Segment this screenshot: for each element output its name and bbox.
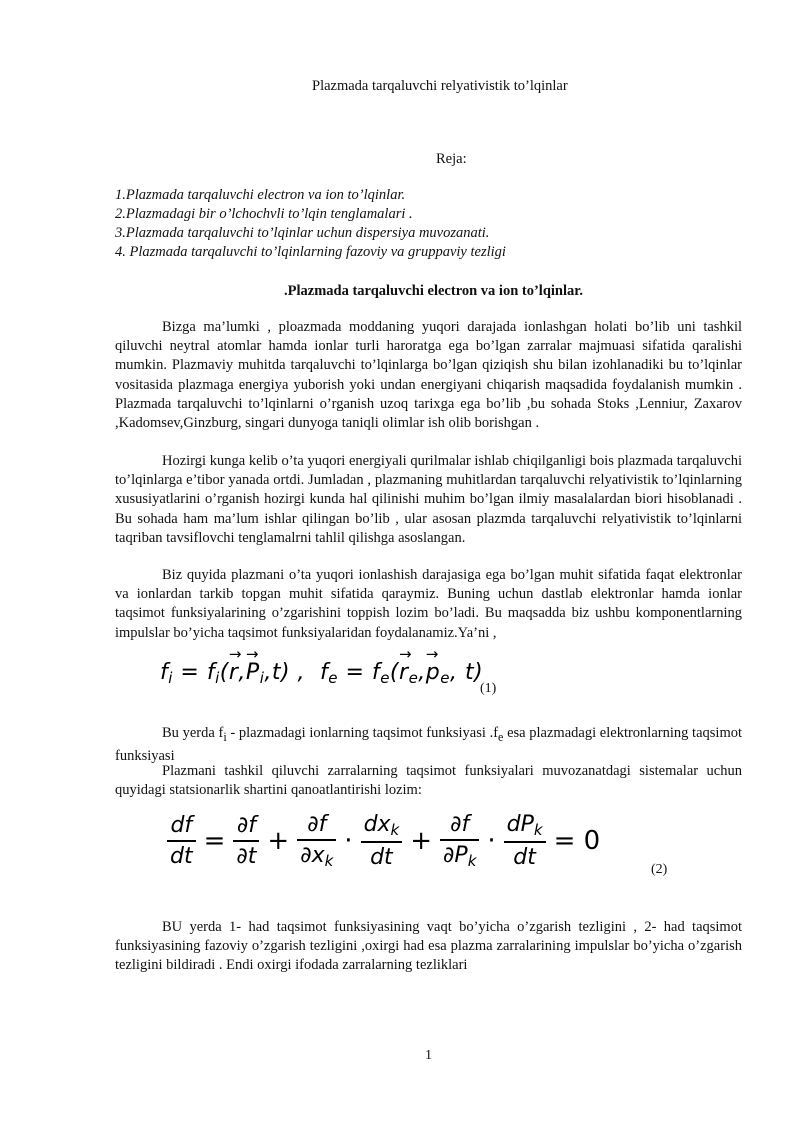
paragraph-distribution-functions [115,566,742,643]
paragraph-stationarity [115,762,742,800]
plan-item: 2.Plazmadagi bir o’lchochvli to’lqin tenglamalari . [115,206,413,222]
paragraph-text: BU yerda 1- had taqsimot funksiyasining vaqt bo’yicha o’zgarish tezligini , 2- had taqsimot funksiyasining fazoviy o’zgarish tezligini ,oxirgi had esa plazma zarralarining impulslar bo’yicha o’zgarish tezligini bildiradi . Endi oxirgi ifodada zarralarning tezliklari [115,919,742,974]
equation-1-number: (1) [480,681,497,696]
paragraph-text: esa plazmadagi elektronlarning taqsimot funksiyasi [115,725,742,765]
paragraph-text: Biz quyida plazmani o’ta yuqori ionlashish darajasiga ega bo’lgan muhit sifatida faqat elektronlar va ionlardan tarkib topgan muhit sifatida qaraymiz. Buning uchun dastlab elektronlar hamda ionlar taqsimot funksiyalarining o’zgarishini toppish lozim bo’ladi. Bu maqsadda biz ushbu komponentlarning impulslar bo’yicha taqsimot funksiyalaridan foydalanamiz.Ya’ni , [115,567,742,641]
equation-2-formula: $\frac{df}{dt}$ = $\frac{\partial f}{\partial t}$ + $\frac{\partial f}{\partial x_k}$ · $\frac{dx_k}{dt}$ + $\frac{\partial f}{\partial P_k}$ · $\frac{dP_k}{dt}$ = 0 [165,812,606,878]
paragraph-text: - plazmadagi ionlarning taqsimot funksiyasi .f [226,725,499,741]
paragraph-intro [115,318,742,433]
paragraph-text: Bu yerda f [162,725,224,741]
plan-item: 1.Plazmada tarqaluvchi electron va ion to’lqinlar. [115,187,406,203]
paragraph-text: Hozirgi kunga kelib o’ta yuqori energiyali qurilmalar ishlab chiqilganligi bois plazmada tarqaluvchi to’lqinlarga e’tibor yanada ortdi. Jumladan , plazmaning muhitlardan tarqaluvchi relyativistik to’lqinlarning xususiyatlarini o’rganish hozirgi kunda hal qilinishi muhim bo’lgan ilmiy masalalardan biori hisoblanadi . Bu sohada ham ma’lum ishlar qilingan bo’lib , ular asosan plazmda tarqaluvchi relyativistik to’lqinlarni taqriban tavsiflovchi tenglamalrni tahlil qilishga asoslangan. [115,453,742,546]
subscript-e: e [498,729,504,744]
paragraph-definitions [115,724,742,766]
document-title: Plazmada tarqaluvchi relyativistik to’lqinlar [312,78,568,94]
plan-item: 3.Plazmada tarqaluvchi to’lqinlar uchun dispersiya muvozanati. [115,225,490,241]
paragraph-text: Bizga ma’lumki , ploazmada moddaning yuqori darajada ionlashgan holati bo’lib uni tashkil qiluvchi neytral atomlar hamda ionlar turli haroratga ega bo’lgan zarralar majmuasi sifatida qaralishi mumkin. Plazmaviy muhitda tarqaluvchi to’lqinlarga bo’lgan qiziqish shu bilan izohlanadiki bu to’lqinlar vositasida plazmaga energiya yuborish yoki undan energiyani chiqarish maqsadida foydalanish mumkin . Plazmada tarqaluvchi to’lqinlarni o’rganish uzoq tarixga ega bo’lib ,bu sohada Stoks ,Lenniur, Zaxarov ,Kadomsev,Ginzburg, singari dunyoga taniqli olimlar ish olib borishgan . [115,319,742,432]
page-number: 1 [425,1048,432,1063]
plan-list [115,186,755,262]
section-heading: .Plazmada tarqaluvchi electron va ion to’lqinlar. [284,283,583,299]
paragraph-modern-research [115,452,742,548]
equation-1-formula: $f_i = f_i(r \to,P \to_i,t)$ , $f_e = f_e(r \to_e,p \to_e$, t) [160,660,483,687]
plan-heading: Reja: [436,151,467,167]
equation-2-number: (2) [651,862,668,877]
subscript-i: i [223,729,227,744]
paragraph-terms-explanation [115,918,742,976]
paragraph-text: Plazmani tashkil qiluvchi zarralarning taqsimot funksiyalari muvozanatdagi sistemalar uchun quyidagi statsionarlik shartini qanoatlantirishi lozim: [115,763,742,799]
plan-item: 4. Plazmada tarqaluvchi to’lqinlarning fazoviy va gruppaviy tezligi [115,244,506,260]
